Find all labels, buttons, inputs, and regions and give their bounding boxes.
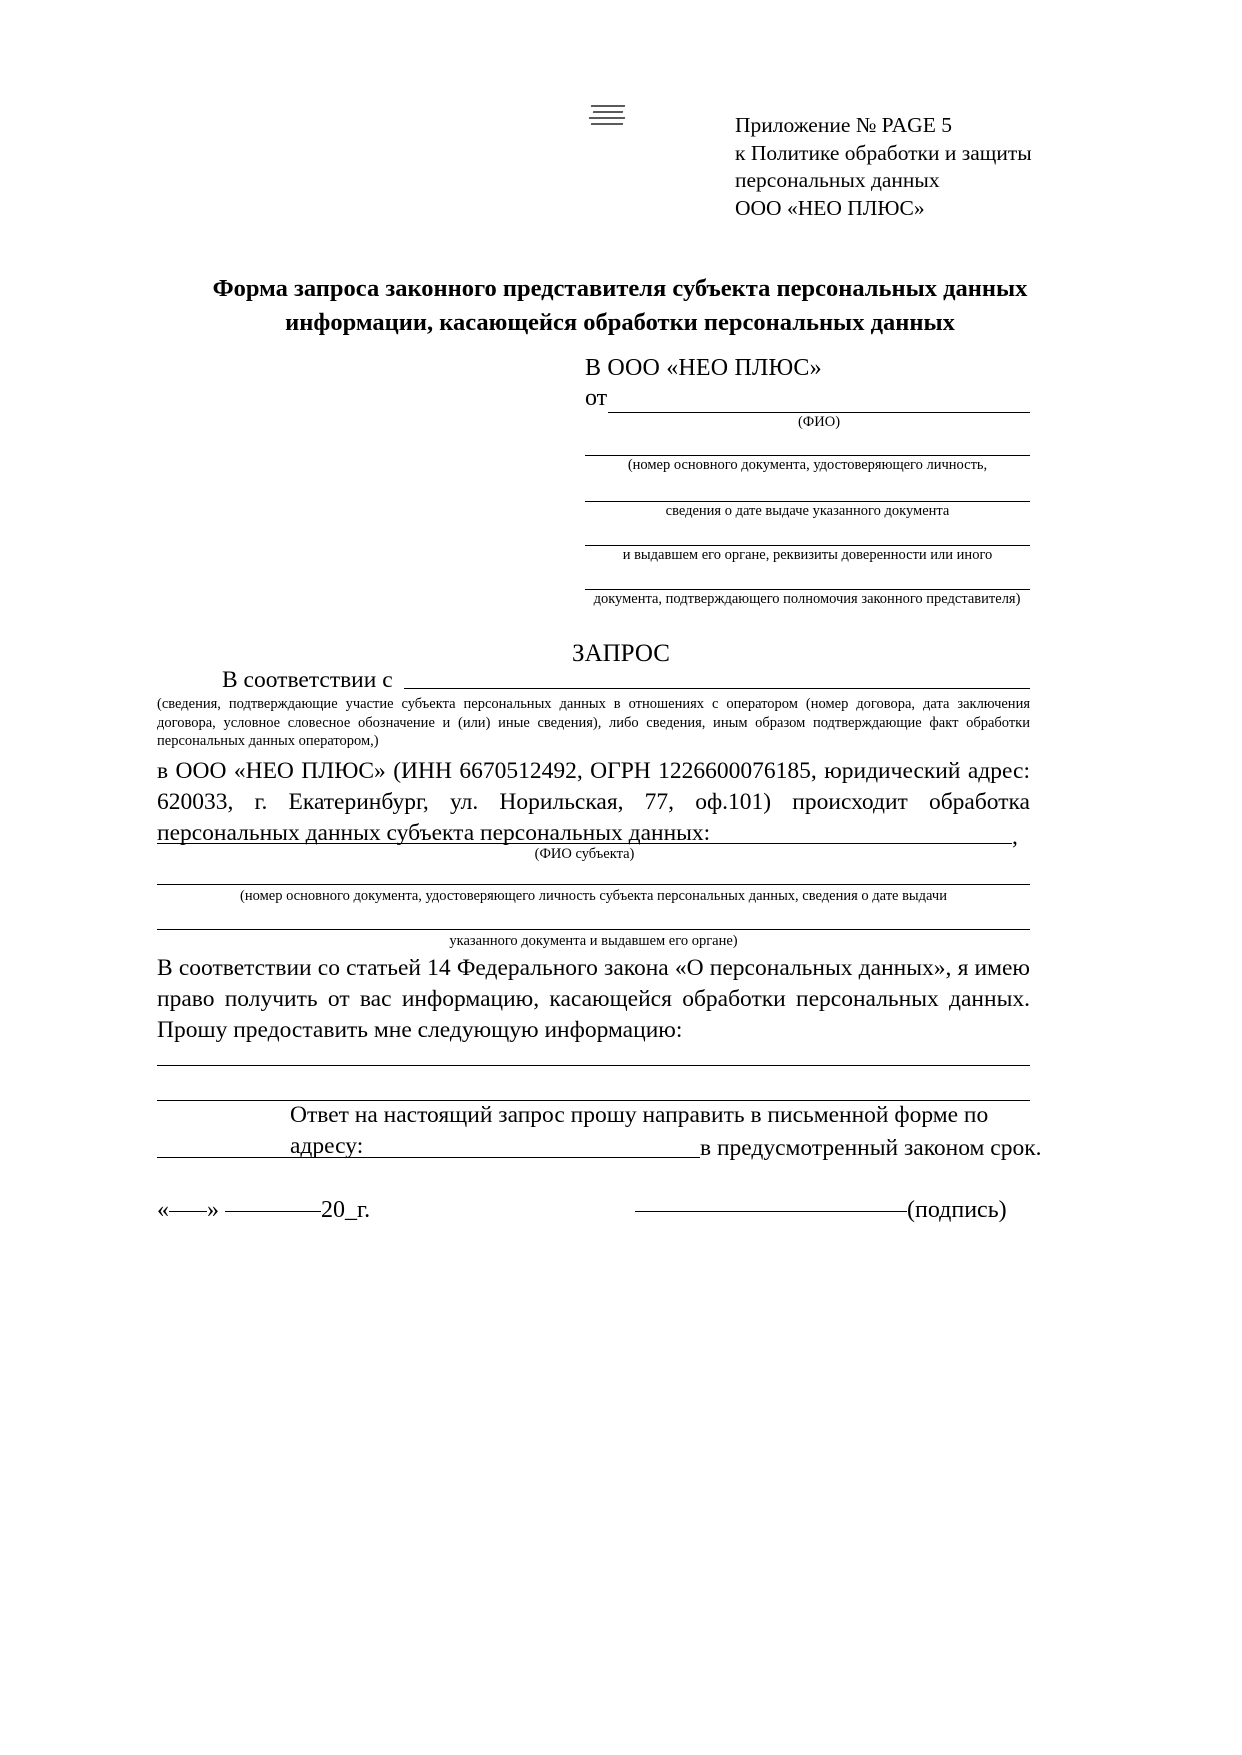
header-line-3: персональных данных [735,168,940,192]
date-quote-open: « [157,1197,169,1223]
header-line-2: к Политике обработки и защиты [735,140,1032,165]
header-mark-icon [585,105,627,133]
caption-doc-powers: документа, подтверждающего полномочия законного представителя) [593,591,1021,607]
caption-doc-number: (номер основного документа, удостоверяющего личность, [627,457,988,473]
request-heading: ЗАПРОС [572,640,670,667]
in-accordance-label: В соответствии с [222,667,393,693]
header-line-4: ООО «НЕО ПЛЮС» [735,195,925,220]
operator-paragraph: в ООО «НЕО ПЛЮС» (ИНН 6670512492, ОГРН 1226600076185, юридический адрес: 620033, г. Екатеринбург, ул. Норильская, 77, оф.101) происходит обработка персональных данных субъекта персональных данных: [157,758,1030,846]
in-accordance-note: (сведения, подтверждающие участие субъекта персональных данных в отношениях с оператором (номер договора, дата заключения договора, условное словесное обозначение и (или) иные сведения), либо сведения, иным образом подтверждающие факт обработки персональных данных оператором,) [157,696,1030,749]
subject-doc-organ-blank[interactable] [157,929,1030,930]
info-request-blank-1[interactable] [157,1065,1030,1066]
from-docnumber-blank[interactable] [585,455,1030,456]
addressee-org: В ООО «НЕО ПЛЮС» [585,355,822,381]
signature-field [635,1197,1007,1224]
from-docpowers-blank[interactable] [585,589,1030,590]
signature-blank[interactable] [635,1211,907,1212]
date-quote-close: » [207,1197,219,1223]
from-fio-blank[interactable] [608,412,1030,413]
date-month-blank[interactable] [225,1211,321,1212]
date-day-blank[interactable] [169,1211,207,1212]
subject-fio-comma: , [1012,824,1018,850]
caption-subject-doc-2: указанного документа и выдавшем его органе) [449,933,738,949]
in-accordance-blank[interactable] [404,688,1030,689]
caption-signature: (подпись) [907,1197,1007,1223]
from-label: от [585,385,608,411]
caption-fio: (ФИО) [797,414,841,430]
reply-address-blank[interactable] [157,1157,700,1158]
subject-fio-blank[interactable] [157,843,1012,844]
header-line-1: Приложение № PAGE 5 [735,113,952,137]
article-14-paragraph: В соответствии со статьей 14 Федерального закона «О персональных данных», я имею право получить от вас информацию, касающейся обработки персональных данных. Прошу предоставить мне следующую информацию: [157,955,1030,1043]
signature-date [157,1197,370,1224]
from-docdate-blank[interactable] [585,501,1030,502]
reply-address-tail: в предусмотренный законом срок. [700,1135,1042,1161]
document-header [735,112,1065,222]
page-title-line-2: информации, касающейся обработки персональных данных [285,309,955,336]
caption-doc-date: сведения о дате выдаче указанного документа [665,503,950,519]
date-year-suffix: 20_г. [321,1197,371,1223]
addressee-from-row [585,385,1030,412]
page-title-line-1: Форма запроса законного представителя субъекта персональных данных [212,275,1028,302]
from-docorgan-blank[interactable] [585,545,1030,546]
subject-doc-blank[interactable] [157,884,1030,885]
caption-doc-organ: и выдавшем его органе, реквизиты доверенности или иного [622,547,993,563]
caption-subject-doc: (номер основного документа, удостоверяющего личность субъекта персональных данных, сведения о дате выдачи [240,888,947,904]
caption-subject-fio: (ФИО субъекта) [534,846,635,862]
page-title [150,272,1090,340]
reply-address-line: Ответ на настоящий запрос прошу направить в письменной форме по адресу: [290,1102,989,1159]
